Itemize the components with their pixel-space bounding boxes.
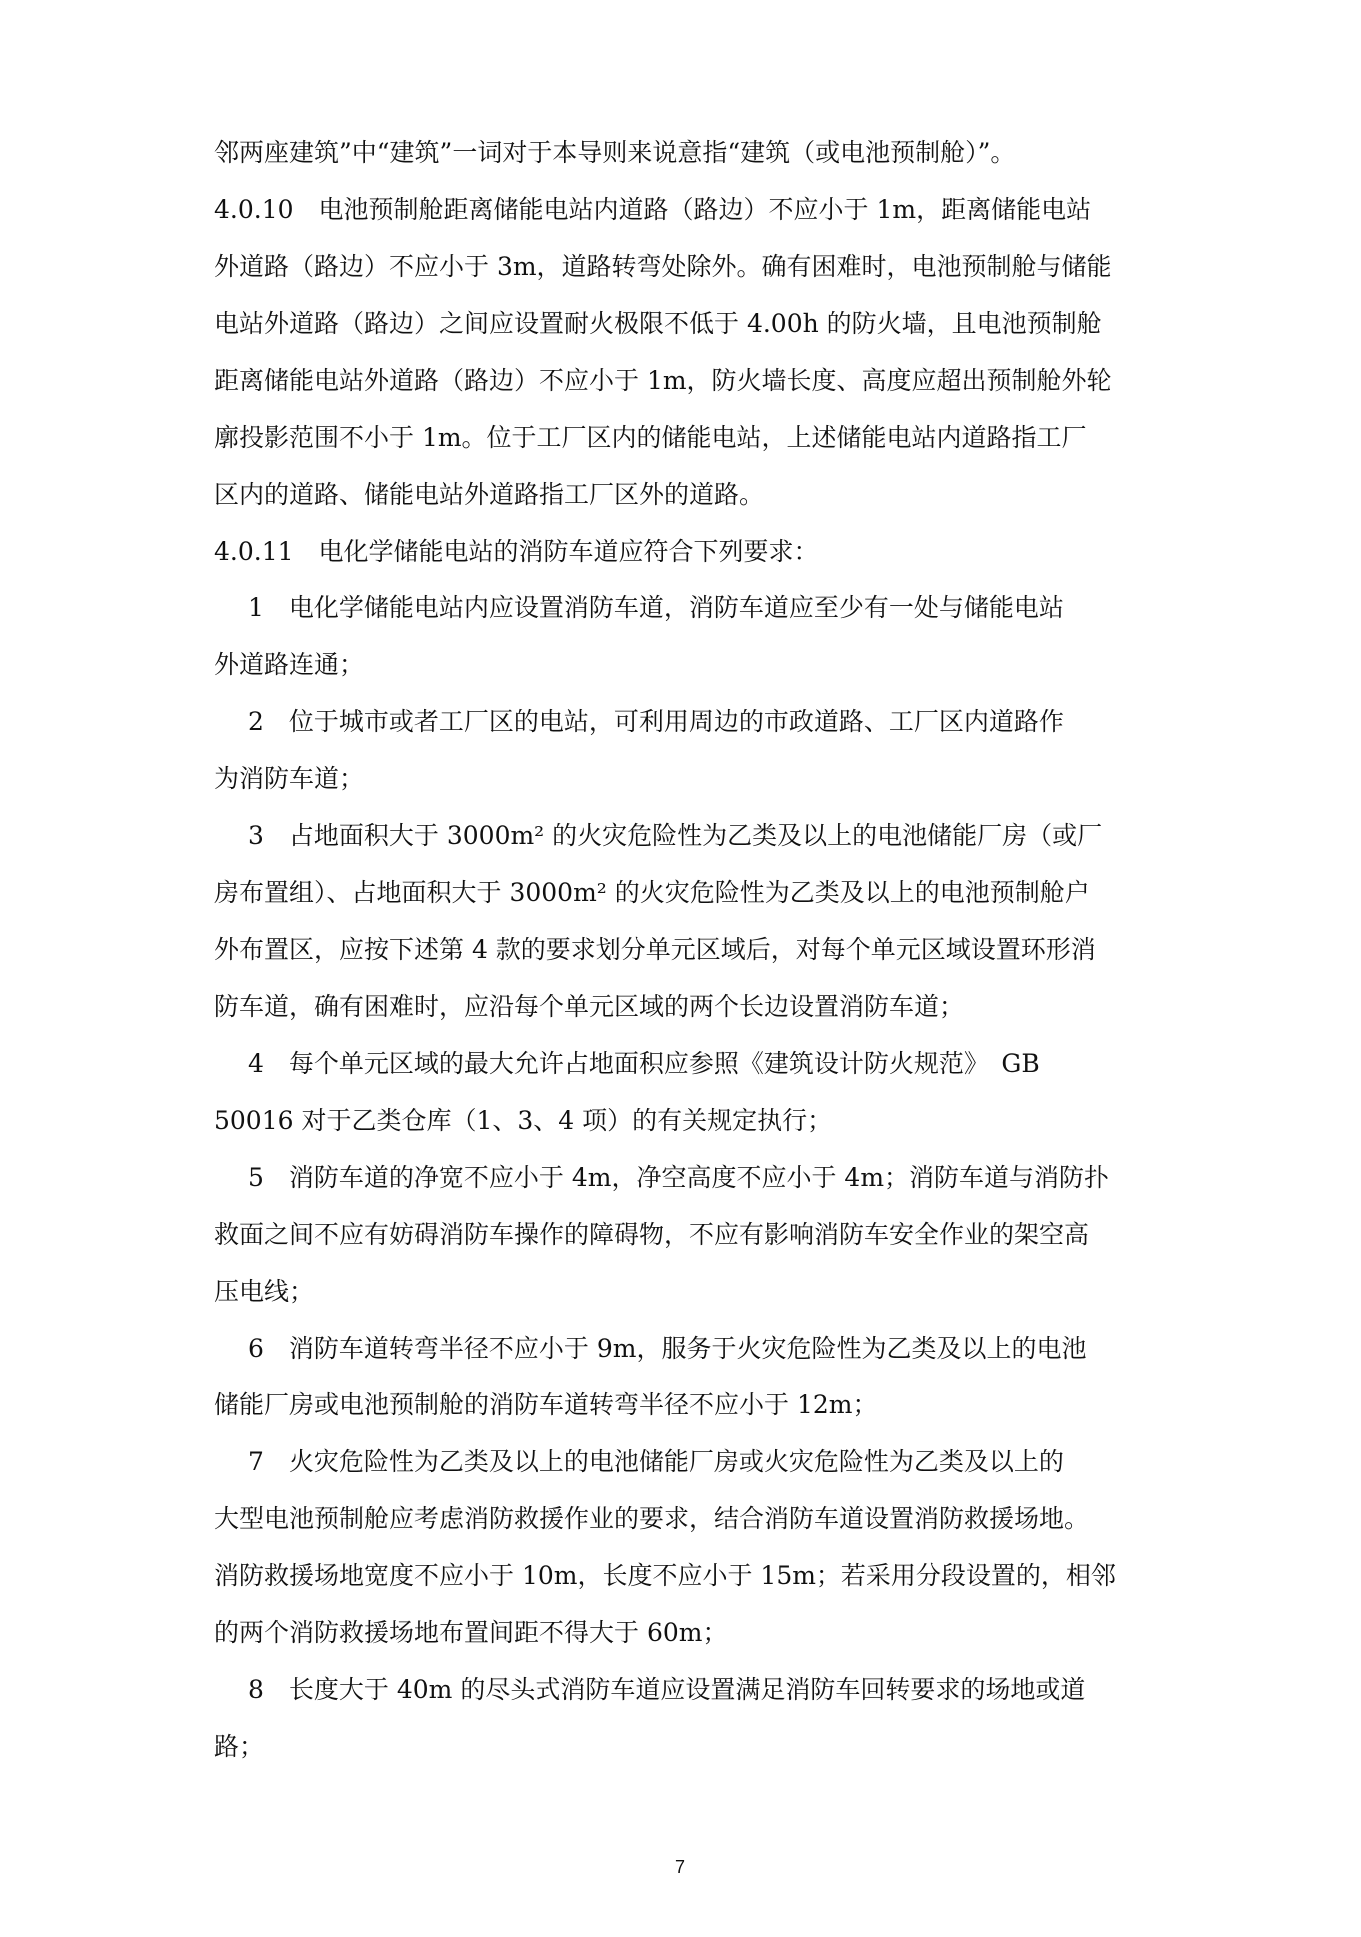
text-line: 防车道，确有困难时，应沿每个单元区域的两个长边设置消防车道；	[214, 992, 965, 1021]
text-line: 救面之间不应有妨碍消防车操作的障碍物，不应有影响消防车安全作业的架空高	[214, 1220, 1090, 1249]
text-line: 外布置区，应按下述第 4 款的要求划分单元区域后，对每个单元区域设置环形消	[214, 935, 1096, 964]
text-line: 距离储能电站外道路（路边）不应小于 1m，防火墙长度、高度应超出预制舱外轮	[214, 366, 1112, 395]
list-item-line: 4 每个单元区域的最大允许占地面积应参照《建筑设计防火规范》 GB	[248, 1049, 1040, 1078]
text-line: 压电线；	[214, 1277, 315, 1306]
text-line: 邻两座建筑”中“建筑”一词对于本导则来说意指“建筑（或电池预制舱）”。	[214, 138, 1016, 167]
text-line: 外道路（路边）不应小于 3m，道路转弯处除外。确有困难时，电池预制舱与储能	[214, 252, 1112, 281]
text-line: 电站外道路（路边）之间应设置耐火极限不低于 4.00h 的防火墙，且电池预制舱	[214, 309, 1102, 338]
list-item-line: 3 占地面积大于 3000m² 的火灾危险性为乙类及以上的电池储能厂房（或厂	[248, 821, 1103, 850]
text-line: 廓投影范围不小于 1m。位于工厂区内的储能电站，上述储能电站内道路指工厂	[214, 423, 1087, 452]
text-line: 储能厂房或电池预制舱的消防车道转弯半径不应小于 12m；	[214, 1390, 878, 1419]
text-line: 大型电池预制舱应考虑消防救援作业的要求，结合消防车道设置消防救援场地。	[214, 1504, 1090, 1533]
list-item-line: 2 位于城市或者工厂区的电站，可利用周边的市政道路、工厂区内道路作	[248, 707, 1064, 736]
text-line: 的两个消防救援场地布置间距不得大于 60m；	[214, 1618, 728, 1647]
text-line: 区内的道路、储能电站外道路指工厂区外的道路。	[214, 480, 765, 509]
text-line: 路；	[214, 1732, 265, 1761]
text-line: 外道路连通；	[214, 650, 365, 679]
page-number: 7	[674, 1857, 685, 1877]
clause-heading: 4.0.11 电化学储能电站的消防车道应符合下列要求：	[214, 537, 819, 566]
text-line: 为消防车道；	[214, 764, 365, 793]
list-item-line: 1 电化学储能电站内应设置消防车道，消防车道应至少有一处与储能电站	[248, 593, 1064, 622]
text-line: 房布置组）、占地面积大于 3000m² 的火灾危险性为乙类及以上的电池预制舱户	[214, 878, 1090, 907]
list-item-line: 5 消防车道的净宽不应小于 4m，净空高度不应小于 4m；消防车道与消防扑	[248, 1163, 1110, 1192]
list-item-line: 7 火灾危险性为乙类及以上的电池储能厂房或火灾危险性为乙类及以上的	[248, 1447, 1064, 1476]
text-line: 4.0.10 电池预制舱距离储能电站内道路（路边）不应小于 1m，距离储能电站	[214, 195, 1092, 224]
text-line: 消防救援场地宽度不应小于 10m，长度不应小于 15m；若采用分段设置的，相邻	[214, 1561, 1116, 1590]
list-item-line: 6 消防车道转弯半径不应小于 9m，服务于火灾危险性为乙类及以上的电池	[248, 1334, 1087, 1363]
text-line: 50016 对于乙类仓库（1、3、4 项）的有关规定执行；	[214, 1106, 833, 1135]
list-item-line: 8 长度大于 40m 的尽头式消防车道应设置满足消防车回转要求的场地或道	[248, 1675, 1086, 1704]
